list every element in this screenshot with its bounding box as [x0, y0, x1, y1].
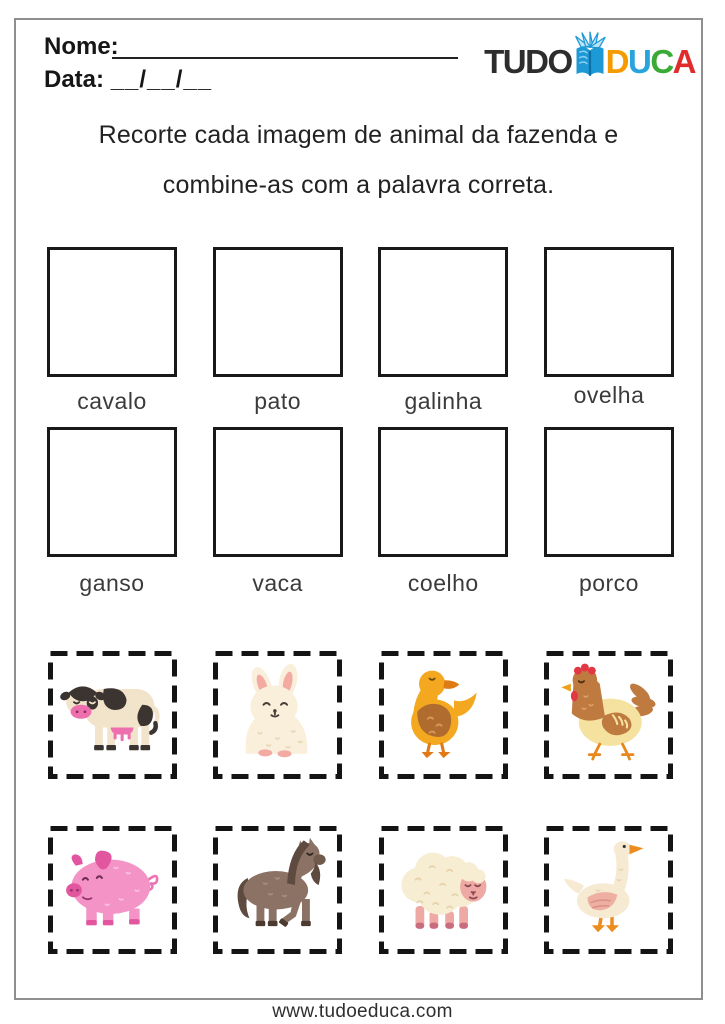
goose-illustration — [556, 836, 661, 941]
cut-card-rabbit — [212, 650, 343, 780]
word-label-row-1 — [47, 382, 674, 415]
instructions-line-1: Recorte cada imagem de animal da fazenda e — [98, 121, 619, 149]
cut-card-cow — [47, 650, 178, 780]
logo-letter-a: A — [672, 43, 695, 80]
cut-card-goose — [543, 825, 674, 955]
cut-card-hen — [543, 650, 674, 780]
cut-card-duck — [378, 650, 509, 780]
paste-box-ovelha — [544, 247, 674, 377]
paste-box-vaca — [213, 427, 343, 557]
word-label-galinha: galinha — [404, 388, 483, 414]
cut-card-horse — [212, 825, 343, 955]
hen-illustration — [556, 661, 661, 766]
horse-illustration — [225, 836, 330, 941]
word-label-pato: pato — [254, 388, 302, 414]
word-box-row-1 — [47, 247, 674, 377]
date-label: Data: — [44, 66, 111, 93]
word-label-coelho: coelho — [407, 570, 479, 596]
open-book-icon — [572, 30, 608, 82]
cut-card-pig — [47, 825, 178, 955]
instructions-line-2: combine-as com a palavra correta. — [162, 171, 555, 199]
logo-letter-d: D — [605, 43, 628, 80]
word-box-row-2 — [47, 427, 674, 557]
animal-card-row-2 — [47, 825, 674, 955]
website-footer: www.tudoeduca.com — [272, 1001, 453, 1022]
word-label-porco: porco — [578, 570, 639, 596]
paste-box-galinha — [378, 247, 508, 377]
instructions-text — [14, 110, 703, 210]
date-row — [44, 66, 212, 94]
cow-illustration — [60, 661, 165, 766]
paste-box-cavalo — [47, 247, 177, 377]
paste-box-pato — [213, 247, 343, 377]
word-label-row-2 — [47, 570, 674, 597]
name-label: Nome: — [44, 33, 119, 60]
pig-illustration — [60, 836, 165, 941]
word-label-cavalo: cavalo — [77, 388, 147, 414]
rabbit-illustration — [225, 661, 330, 766]
word-label-ganso: ganso — [79, 570, 145, 596]
paste-box-porco — [544, 427, 674, 557]
word-label-ovelha: ovelha — [573, 382, 645, 408]
logo-letter-u: U — [627, 43, 651, 80]
word-label-vaca: vaca — [252, 570, 303, 596]
duck-illustration — [391, 661, 496, 766]
logo-letter-c: C — [650, 43, 673, 80]
animal-card-row-1 — [47, 650, 674, 780]
paste-box-coelho — [378, 427, 508, 557]
tudoeduca-logo — [484, 26, 695, 78]
name-blank-line — [112, 57, 458, 59]
logo-text-tudo: TUDO — [484, 43, 572, 80]
date-blank-line: __/__/__ — [110, 66, 213, 93]
cut-card-sheep — [378, 825, 509, 955]
sheep-illustration — [391, 836, 496, 941]
paste-box-ganso — [47, 427, 177, 557]
